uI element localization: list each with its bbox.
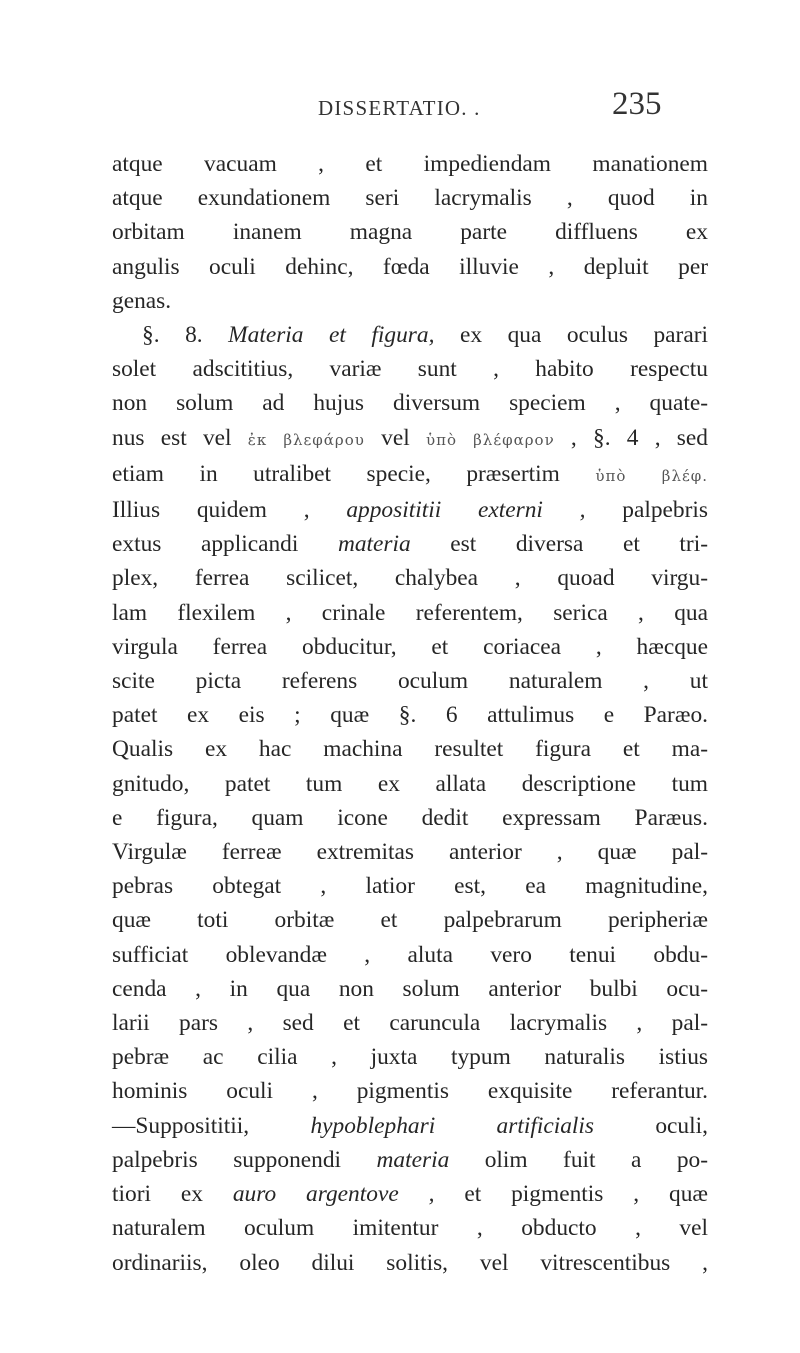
italic-term: materia: [376, 1146, 450, 1173]
text-run: extus applicandi: [112, 531, 338, 558]
text-run: palpebris supponendi: [112, 1146, 377, 1173]
text-run: vel: [364, 424, 426, 451]
text-run: ex qua oculus parari: [434, 322, 709, 349]
text-line: [112, 938, 708, 972]
text-line: [112, 767, 708, 801]
text-line: atque exundationem seri lacrymalis , quod in: [112, 185, 708, 212]
paragraph-2: [112, 318, 708, 1280]
text-run: oculi,: [594, 1112, 708, 1139]
text-line: [112, 801, 708, 835]
text-run: nus est vel: [112, 424, 248, 451]
text-run: Virgulæ ferreæ extremitas anterior , quæ pal-: [112, 839, 708, 866]
text-run: larii pars , sed et caruncula lacrymalis , pal-: [112, 1010, 708, 1037]
text-run: plex, ferrea scilicet, chalybea , quoad virgu-: [112, 565, 708, 592]
text-line: [112, 835, 708, 869]
text-run: Illius quidem ,: [112, 497, 347, 524]
text-line: [112, 732, 708, 766]
page-number: 235: [612, 86, 662, 122]
text-line: [112, 318, 708, 352]
text-line: genas.: [112, 287, 172, 314]
text-run: Qualis ex hac machina resultet figura et ma-: [112, 736, 708, 763]
text-line: [112, 386, 708, 420]
text-line: [112, 1040, 708, 1074]
greek-term: ὑπὸ βλέφ.: [595, 466, 708, 485]
text-line: [112, 664, 708, 698]
text-line: [112, 352, 708, 386]
greek-term: ἐκ βλεφάρου: [247, 430, 365, 449]
italic-term: auro argentove ,: [232, 1181, 435, 1208]
text-line: [112, 1246, 708, 1280]
text-line: [112, 1177, 708, 1211]
text-run: cenda , in qua non solum anterior bulbi ocu-: [112, 975, 708, 1002]
text-run: virgula ferrea obducitur, et coriacea , hæcque: [112, 633, 708, 660]
text-line: [112, 1211, 708, 1245]
text-run: ordinariis, oleo dilui solitis, vel vitrescentibus ,: [112, 1249, 708, 1276]
text-line: atque vacuam , et impediendam manationem: [112, 151, 708, 177]
text-run: solet adscititius, variæ sunt , habito respectu: [112, 356, 708, 383]
text-line: [112, 596, 708, 630]
text-line: [112, 630, 708, 664]
text-run: patet ex eis ; quæ §. 6 attulimus e Paræo.: [112, 702, 708, 729]
text-run: et pigmentis , quæ: [434, 1181, 708, 1208]
text-run: naturalem oculum imitentur , obducto , vel: [112, 1215, 708, 1242]
text-line: [112, 698, 708, 732]
text-run: est diversa et tri-: [410, 531, 708, 558]
text-line: [112, 527, 708, 561]
text-run: sufficiat oblevandæ , aluta vero tenui obdu-: [112, 941, 708, 968]
text-line: [112, 421, 708, 457]
text-line: [112, 869, 708, 903]
body-text: [112, 147, 708, 1280]
text-line: [112, 493, 708, 527]
text-line: angulis oculi dehinc, fœda illuvie , depluit per: [112, 253, 708, 280]
text-run: §. 8.: [142, 322, 229, 349]
text-run: hominis oculi , pigmentis exquisite referantur.: [112, 1078, 708, 1105]
italic-term: apposititii externi ,: [346, 497, 586, 524]
text-line: [112, 1006, 708, 1040]
text-run: —Supposititii,: [112, 1112, 311, 1139]
text-line: [112, 1074, 708, 1108]
text-run: , §. 4 , sed: [554, 424, 708, 451]
text-run: lam flexilem , crinale referentem, serica , qua: [112, 599, 708, 626]
text-run: olim fuit a po-: [449, 1146, 708, 1173]
text-line: [112, 972, 708, 1006]
text-run: non solum ad hujus diversum speciem , quate-: [112, 390, 708, 417]
text-line: [112, 457, 708, 493]
text-run: gnitudo, patet tum ex allata descriptione tum: [112, 770, 708, 797]
italic-term: Materia et figura,: [228, 322, 435, 349]
text-run: pebras obtegat , latior est, ea magnitudine,: [112, 873, 708, 900]
text-line: [112, 1109, 708, 1143]
running-title: DISSERTATIO. .: [318, 96, 481, 120]
paragraph-1: [112, 147, 708, 318]
text-run: tiori ex: [112, 1181, 233, 1208]
text-run: e figura, quam icone dedit expressam Paræus.: [112, 804, 708, 831]
text-run: palpebris: [585, 497, 709, 524]
text-line: orbitam inanem magna parte diffluens ex: [112, 219, 708, 246]
text-line: [112, 1143, 708, 1177]
text-run: etiam in utralibet specie, præsertim: [112, 460, 596, 487]
text-line: [112, 561, 708, 595]
text-run: quæ toti orbitæ et palpebrarum peripheriæ: [112, 907, 708, 934]
text-run: scite picta referens oculum naturalem , ut: [112, 668, 708, 695]
italic-term: hypoblephari artificialis: [310, 1112, 595, 1139]
italic-term: materia: [337, 531, 411, 558]
text-run: pebræ ac cilia , juxta typum naturalis istius: [112, 1044, 708, 1071]
text-line: [112, 903, 708, 937]
running-head: [0, 86, 800, 132]
greek-term: ὑπὸ βλέφαρον: [425, 430, 555, 449]
